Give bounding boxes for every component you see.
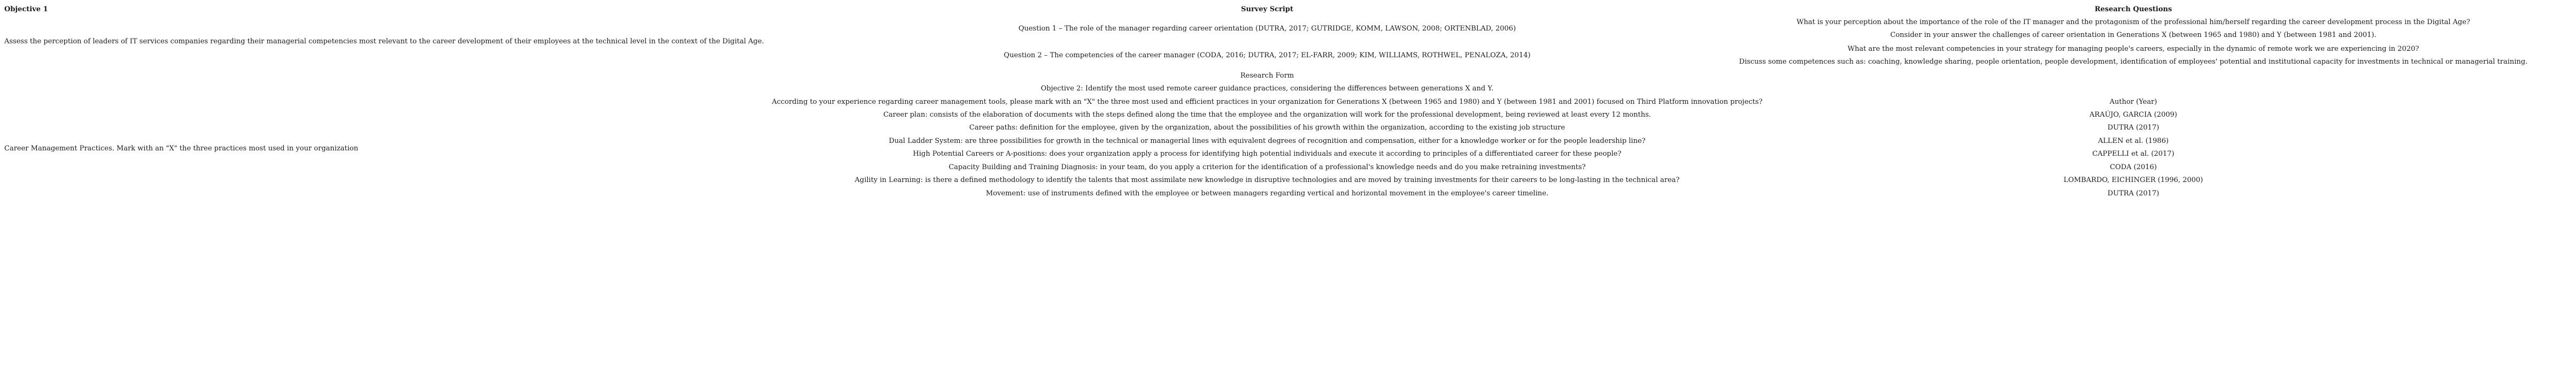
practice-text: Career plan: consists of the elaboration of documents with the steps defined along the time that the employee and the organization will work for the professional development, being reviewed at least every 12 months. xyxy=(883,111,1651,119)
practice-author: ALLEN et al. (1986) xyxy=(2097,137,2169,145)
practice-text: Career paths: definition for the employee, given by the organization, about the possibilities of his growth within the organization, according to the existing job structure xyxy=(969,124,1565,132)
author-year-header: Author (Year) xyxy=(2109,98,2157,106)
practice-author: CODA (2016) xyxy=(2110,163,2157,171)
research-header: Research Questions xyxy=(2094,5,2172,13)
research-question-2: Consider in your answer the challenges of career orientation in Generations X (between 1965 and 1980) and Y (between 1981 and 2001). xyxy=(1890,31,2377,39)
practice-text: Movement: use of instruments defined with the employee or between managers regarding vertical and horizontal movement in the employee's career timeline. xyxy=(985,189,1549,198)
practice-text: Capacity Building and Training Diagnosis: in your team, do you apply a criterion for the identification of a professional's knowledge needs and do you make retraining investments? xyxy=(948,163,1586,171)
practice-author: ARAÚJO, GARCIA (2009) xyxy=(2089,111,2177,119)
survey-question-2: Question 2 – The competencies of the career manager (CODA, 2016; DUTRA, 2017; EL-FARR, 2009; KIM, WILLIAMS, ROTHWEL, PENALOZA, 2014) xyxy=(1004,51,1531,59)
practice-author: DUTRA (2017) xyxy=(2107,124,2159,132)
research-form-title: Research Form xyxy=(1240,72,1294,80)
practice-text: Dual Ladder System: are three possibilities for growth in the technical or managerial lines with equivalent degrees of recognition and compensation, either for a knowledge worker or for the people leadership line? xyxy=(889,137,1646,145)
career-practices-label: Career Management Practices. Mark with an "X" the three practices most used in your organization xyxy=(4,145,359,153)
practice-author: LOMBARDO, EICHINGER (1996, 2000) xyxy=(2063,176,2203,184)
objective-header: Objective 1 xyxy=(4,5,48,13)
survey-header: Survey Script xyxy=(1241,5,1293,13)
practice-text: High Potential Careers or A-positions: does your organization apply a process for identifying high potential individuals and execute it according to principles of a differentiated career for these people? xyxy=(913,150,1622,158)
research-question-1: What is your perception about the importance of the role of the IT manager and the protagonism of the professional him/herself regarding the career development process in the Digital Age? xyxy=(1796,18,2470,26)
research-question-4: Discuss some competences such as: coaching, knowledge sharing, people orientation, people development, identification of employees' potential and institutional capacity for investments in technical or managerial training. xyxy=(1739,58,2528,66)
practice-author: DUTRA (2017) xyxy=(2107,189,2159,198)
form-instruction: According to your experience regarding career management tools, please mark with an "X" the three most used and efficient practices in your organization for Generations X (between 1965 and 1980) and Y (between 1981 and 2001) focused on Third Platform innovation projects? xyxy=(772,98,1763,106)
practice-text: Agility in Learning: is there a defined methodology to identify the talents that most assimilate new knowledge in disruptive technologies and are moved by training investments for their careers to be long-lasting in the technical area? xyxy=(854,176,1680,184)
objective-2-text: Objective 2: Identify the most used remote career guidance practices, considering the differences between generations X and Y. xyxy=(1040,85,1494,93)
survey-question-1: Question 1 – The role of the manager regarding career orientation (DUTRA, 2017; GUTRIDGE, KOMM, LAWSON, 2008; ORTENBLAD, 2006) xyxy=(1018,25,1516,33)
practice-author: CAPPELLI et al. (2017) xyxy=(2092,150,2174,158)
research-question-3: What are the most relevant competencies in your strategy for managing people's careers, especially in the dynamic of remote work we are experiencing in 2020? xyxy=(1847,45,2419,53)
objective-1-text: Assess the perception of leaders of IT services companies regarding their managerial competencies most relevant to the career development of their employees at the technical level in the context of the Digital Age. xyxy=(4,37,764,45)
